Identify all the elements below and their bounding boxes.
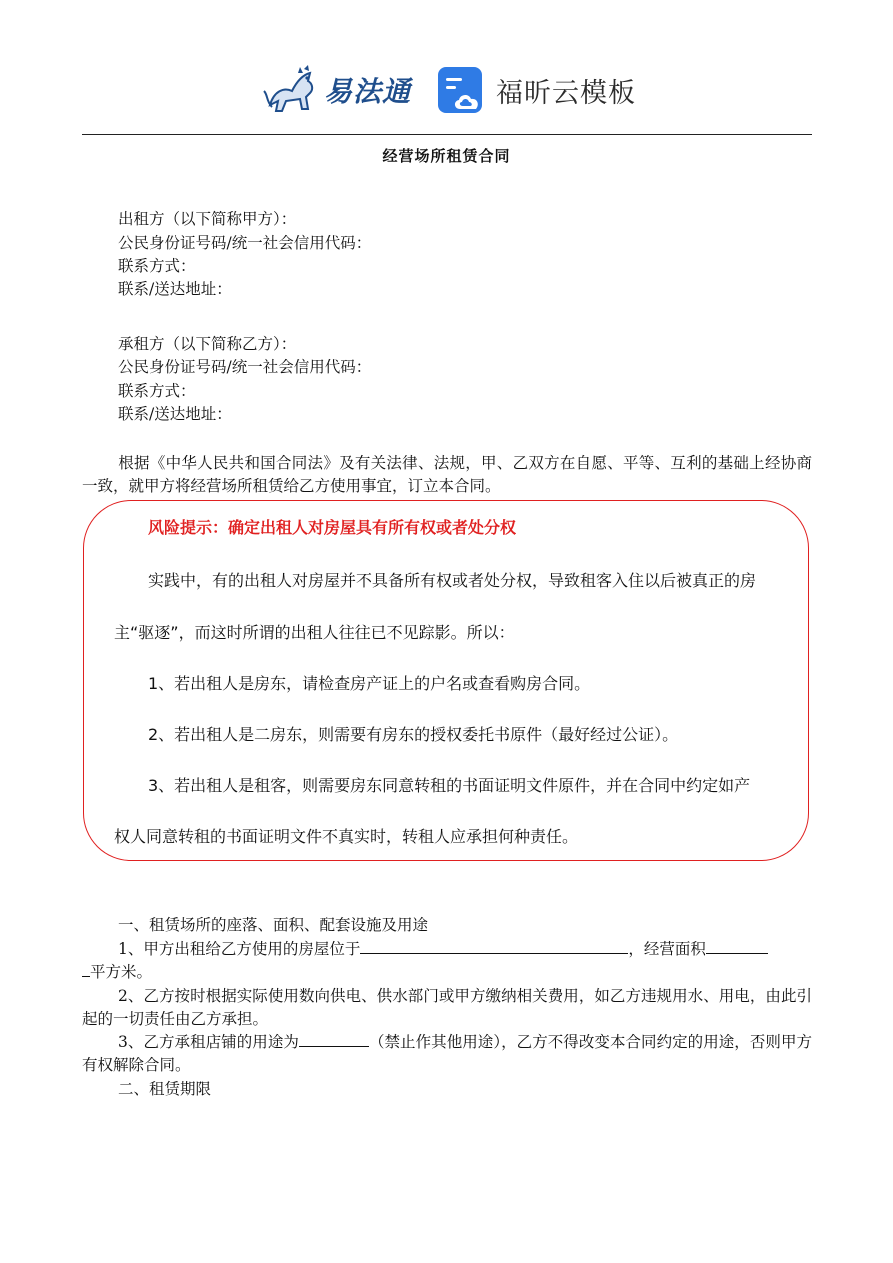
location-blank[interactable] (360, 939, 628, 954)
qilin-icon (262, 61, 320, 119)
usage-blank[interactable] (299, 1032, 369, 1047)
lessor-address-label: 联系/送达地址： (118, 280, 232, 298)
lessee-address-label: 联系/送达地址： (118, 405, 232, 423)
yifatong-logo-text: 易法通 (324, 75, 412, 108)
foxit-logo-text: 福昕云模板 (496, 77, 636, 109)
lessee-id-label: 公民身份证号码/统一社会信用代码： (118, 358, 372, 376)
risk-item-3a: 3、若出租人是租客，则需要房东同意转租的书面证明文件原件，并在合同中约定如产 (148, 776, 751, 795)
clause-1-3-text-b: （禁止作其他用途），乙方不得改变本合同约定的用途，否则甲方有权解除合同。 (82, 1033, 812, 1074)
section-1-heading: 一、租赁场所的座落、面积、配套设施及用途 (118, 916, 429, 934)
contract-title: 经营场所租赁合同 (382, 147, 511, 165)
risk-item-2: 2、若出租人是二房东，则需要有房东的授权委托书原件（最好经过公证）。 (148, 725, 679, 744)
lessee-contact-label: 联系方式： (118, 382, 196, 400)
area-blank-cont[interactable] (82, 962, 90, 977)
clause-1-1-text-a: 1、甲方出租给乙方使用的房屋位于 (118, 940, 361, 958)
foxit-cloud-template-logo (436, 64, 636, 116)
risk-warning-title: 风险提示：确定出租人对房屋具有所有权或者处分权 (148, 518, 517, 537)
header-divider (82, 134, 812, 135)
clause-1-3 (82, 1031, 812, 1077)
clause-1-3-text-a: 3、乙方承租店铺的用途为 (118, 1033, 299, 1051)
lessor-contact-label: 联系方式： (118, 257, 196, 275)
risk-item-3b: 权人同意转租的书面证明文件不真实时，转租人应承担何种责任。 (114, 827, 579, 846)
risk-text-line-2: 主“驱逐”，而这时所谓的出租人往往已不见踪影。所以： (114, 623, 515, 642)
clause-1-1-text-c: 平方米。 (90, 963, 153, 981)
lessee-label: 承租方（以下简称乙方）： (118, 335, 297, 353)
clause-1-2-text: 2、乙方按时根据实际使用数向供电、供水部门或甲方缴纳相关费用，如乙方违规用水、用电，由此引起的一切责任由乙方承担。 (82, 987, 812, 1028)
header (0, 58, 893, 126)
area-blank[interactable] (706, 939, 768, 954)
clause-1-1 (82, 938, 812, 984)
preamble-paragraph (82, 452, 812, 498)
risk-text-line-1: 实践中，有的出租人对房屋并不具备所有权或者处分权，导致租客入住以后被真正的房 (148, 571, 757, 590)
lessor-label: 出租方（以下简称甲方）： (118, 210, 297, 228)
clause-1-2 (82, 985, 812, 1031)
preamble-text: 根据《中华人民共和国合同法》及有关法律、法规，甲、乙双方在自愿、平等、互利的基础上经协商一致，就甲方将经营场所租赁给乙方使用事宜，订立本合同。 (82, 454, 812, 495)
yifatong-logo (262, 60, 417, 120)
lessor-id-label: 公民身份证号码/统一社会信用代码： (118, 234, 372, 252)
document-cloud-icon (436, 65, 486, 115)
section-2-heading: 二、租赁期限 (118, 1080, 212, 1098)
risk-item-1: 1、若出租人是房东，请检查房产证上的户名或查看购房合同。 (148, 674, 591, 693)
clause-1-1-text-b: ，经营面积 (628, 940, 706, 958)
